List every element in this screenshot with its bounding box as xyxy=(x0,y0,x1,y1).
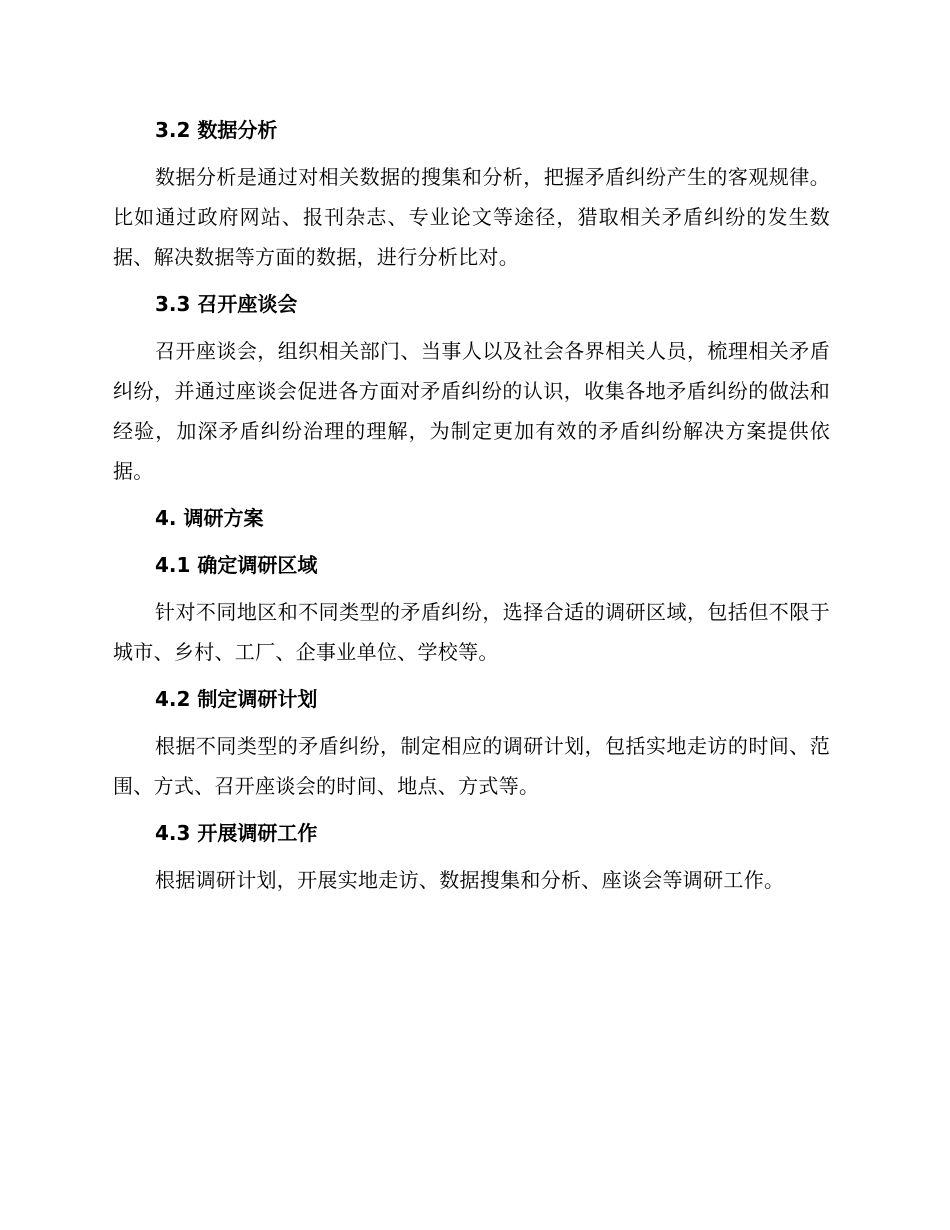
section-heading-4: 4. 调研方案 xyxy=(155,506,264,530)
section-heading-4-2: 4.2 制定调研计划 xyxy=(155,687,318,711)
document-page xyxy=(113,110,830,907)
section-body-3-3: 召开座谈会，组织相关部门、当事人以及社会各界相关人员，梳理相关矛盾纠纷，并通过座谈会促进各方面对矛盾纠纷的认识，收集各地矛盾纠纷的做法和经验，加深矛盾纠纷治理的理解，为制定更加有效的矛盾纠纷解决方案提供依据。 xyxy=(113,339,830,483)
section-body-4-3: 根据调研计划，开展实地走访、数据搜集和分析、座谈会等调研工作。 xyxy=(155,868,785,892)
section-heading-3-2: 3.2 数据分析 xyxy=(155,118,278,142)
section-body-3-2: 数据分析是通过对相关数据的搜集和分析，把握矛盾纠纷产生的客观规律。比如通过政府网站、报刊杂志、专业论文等途径，猎取相关矛盾纠纷的发生数据、解决数据等方面的数据，进行分析比对。 xyxy=(113,165,830,269)
section-body-4-2: 根据不同类型的矛盾纠纷，制定相应的调研计划，包括实地走访的时间、范围、方式、召开座谈会的时间、地点、方式等。 xyxy=(113,734,830,798)
section-heading-4-1: 4.1 确定调研区域 xyxy=(155,553,318,577)
section-body-4-1: 针对不同地区和不同类型的矛盾纠纷，选择合适的调研区域，包括但不限于城市、乡村、工厂、企事业单位、学校等。 xyxy=(113,600,830,664)
section-heading-4-3: 4.3 开展调研工作 xyxy=(155,821,318,845)
section-heading-3-3: 3.3 召开座谈会 xyxy=(155,292,298,316)
